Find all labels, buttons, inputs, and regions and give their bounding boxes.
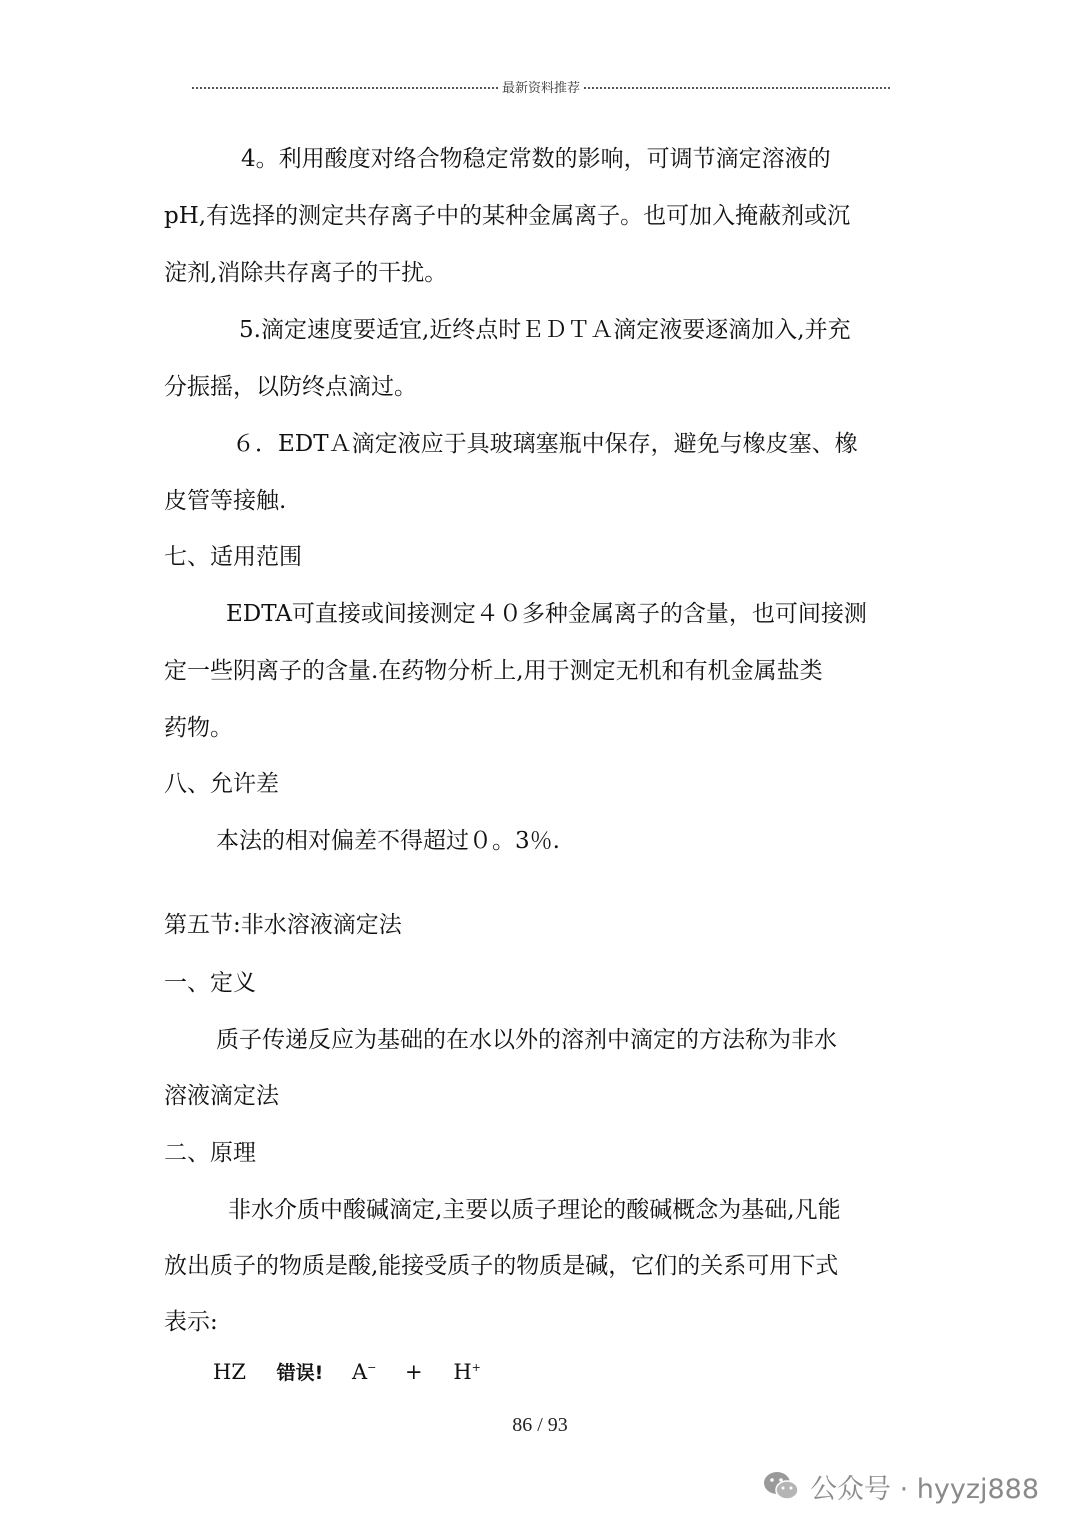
body-line: 表示: xyxy=(164,1309,218,1335)
body-line: 质子传递反应为基础的在水以外的溶剂中滴定的方法称为非水 xyxy=(216,1027,837,1053)
body-line: 药物。 xyxy=(164,715,233,741)
proton-charge: + xyxy=(471,1361,481,1374)
equation-anion xyxy=(352,1353,376,1387)
page-number: 86 / 93 xyxy=(512,1414,568,1436)
body-line: 5.滴定速度要适宜,近终点时ＥＤＴＡ滴定液要逐滴加入,并充 xyxy=(239,317,851,343)
watermark-text: 公众号 · hyyzj888 xyxy=(810,1473,1040,1505)
anion-charge: − xyxy=(367,1361,377,1374)
body-line: 皮管等接触. xyxy=(164,488,287,514)
body-line: ６．EDTＡ滴定液应于具玻璃塞瓶中保存，避免与橡皮塞、橡 xyxy=(232,431,858,457)
proton-symbol: H xyxy=(453,1360,472,1384)
body-line: 本法的相对偏差不得超过０。3％. xyxy=(216,828,560,854)
body-line: EDTA可直接或间接测定４０多种金属离子的含量，也可间接测 xyxy=(226,601,867,627)
body-line: 分振摇，以防终点滴过。 xyxy=(164,374,417,400)
section-heading: 七、适用范围 xyxy=(164,544,302,570)
body-line: 非水介质中酸碱滴定,主要以质子理论的酸碱概念为基础,凡能 xyxy=(228,1197,841,1223)
page-header xyxy=(192,74,890,98)
wechat-icon xyxy=(762,1469,800,1503)
equation-error-text: 错误! xyxy=(276,1362,324,1384)
anion-symbol: A xyxy=(351,1360,368,1384)
body-line: 4。利用酸度对络合物稳定常数的影响，可调节滴定溶液的 xyxy=(241,146,831,172)
header-text: 最新资料推荐 xyxy=(498,77,584,96)
body-line: 定一些阴离子的含量.在药物分析上,用于测定无机和有机金属盐类 xyxy=(164,658,823,684)
section-heading: 二、原理 xyxy=(164,1140,256,1166)
body-line: 淀剂,消除共存离子的干扰。 xyxy=(164,260,448,286)
section-heading: 一、定义 xyxy=(164,970,256,996)
body-line: 溶液滴定法 xyxy=(164,1083,279,1109)
equation xyxy=(213,1353,481,1388)
body-line: 放出质子的物质是酸,能接受质子的物质是碱，它们的关系可用下式 xyxy=(164,1253,839,1279)
section-heading: 八、允许差 xyxy=(164,771,279,797)
body-line: pH,有选择的测定共存离子中的某种金属离子。也可加入掩蔽剂或沉 xyxy=(164,203,851,229)
equation-proton xyxy=(453,1353,481,1387)
equation-plus: + xyxy=(405,1360,423,1384)
watermark xyxy=(762,1465,1039,1507)
equation-lhs: HZ xyxy=(213,1360,246,1384)
chapter-heading: 第五节:非水溶液滴定法 xyxy=(164,912,402,938)
